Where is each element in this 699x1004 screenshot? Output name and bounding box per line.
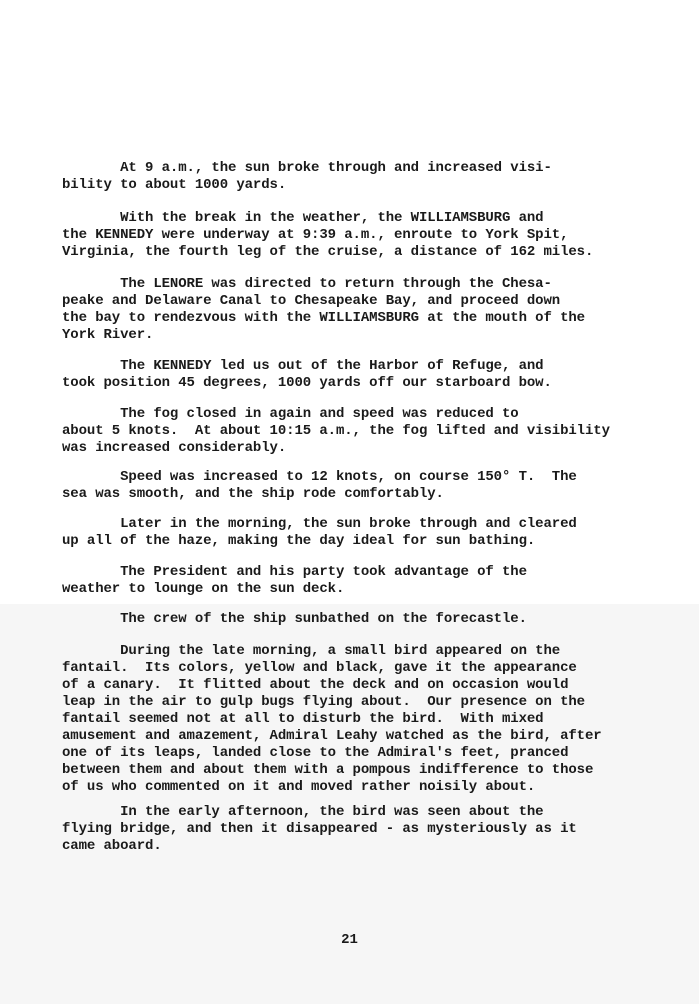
text-line: The KENNEDY led us out of the Harbor of Refuge, and (62, 358, 544, 374)
paragraph-5 (62, 406, 610, 457)
text-line: bility to about 1000 yards. (62, 177, 287, 193)
text-line: flying bridge, and then it disappeared - as mysteriously as it (62, 821, 577, 837)
text-line: At 9 a.m., the sun broke through and increased visi- (62, 160, 552, 176)
paragraph-2 (62, 210, 593, 261)
text-line: peake and Delaware Canal to Chesapeake Bay, and proceed down (62, 293, 561, 309)
text-line: of a canary. It flitted about the deck and on occasion would (62, 677, 569, 693)
text-line: of us who commented on it and moved rather noisily about. (62, 779, 536, 795)
text-line: York River. (62, 327, 154, 343)
page-number: 21 (341, 932, 358, 948)
text-line: the KENNEDY were underway at 9:39 a.m., enroute to York Spit, (62, 227, 569, 243)
text-line: sea was smooth, and the ship rode comfortably. (62, 486, 444, 502)
text-line: about 5 knots. At about 10:15 a.m., the fog lifted and visibility (62, 423, 610, 439)
text-line: Later in the morning, the sun broke through and cleared (62, 516, 577, 532)
paragraph-10 (62, 643, 602, 796)
text-line: During the late morning, a small bird appeared on the (62, 643, 561, 659)
paragraph-1 (62, 160, 552, 194)
paragraph-7 (62, 516, 577, 550)
text-line: The fog closed in again and speed was reduced to (62, 406, 519, 422)
text-line: leap in the air to gulp bugs flying about. Our presence on the (62, 694, 585, 710)
text-line: up all of the haze, making the day ideal for sun bathing. (62, 533, 536, 549)
text-line: With the break in the weather, the WILLIAMSBURG and (62, 210, 544, 226)
text-line: The President and his party took advantage of the (62, 564, 527, 580)
text-line: Virginia, the fourth leg of the cruise, a distance of 162 miles. (62, 244, 594, 260)
text-line: fantail. Its colors, yellow and black, gave it the appearance (62, 660, 577, 676)
paragraph-6 (62, 469, 577, 503)
text-line: The crew of the ship sunbathed on the forecastle. (62, 611, 527, 627)
text-line: the bay to rendezvous with the WILLIAMSBURG at the mouth of the (62, 310, 585, 326)
text-line: between them and about them with a pompous indifference to those (62, 762, 594, 778)
text-line: fantail seemed not at all to disturb the bird. With mixed (62, 711, 544, 727)
text-line: took position 45 degrees, 1000 yards off our starboard bow. (62, 375, 552, 391)
paragraph-11 (62, 804, 577, 855)
text-line: was increased considerably. (62, 440, 287, 456)
text-line: In the early afternoon, the bird was seen about the (62, 804, 544, 820)
paragraph-4 (62, 358, 552, 392)
text-line: amusement and amazement, Admiral Leahy watched as the bird, after (62, 728, 602, 744)
text-line: Speed was increased to 12 knots, on course 150° T. The (62, 469, 577, 485)
paragraph-8 (62, 564, 527, 598)
text-line: came aboard. (62, 838, 162, 854)
paragraph-9 (62, 611, 527, 628)
text-line: weather to lounge on the sun deck. (62, 581, 345, 597)
text-line: The LENORE was directed to return through the Chesa- (62, 276, 552, 292)
text-line: one of its leaps, landed close to the Admiral's feet, pranced (62, 745, 569, 761)
paragraph-3 (62, 276, 585, 344)
